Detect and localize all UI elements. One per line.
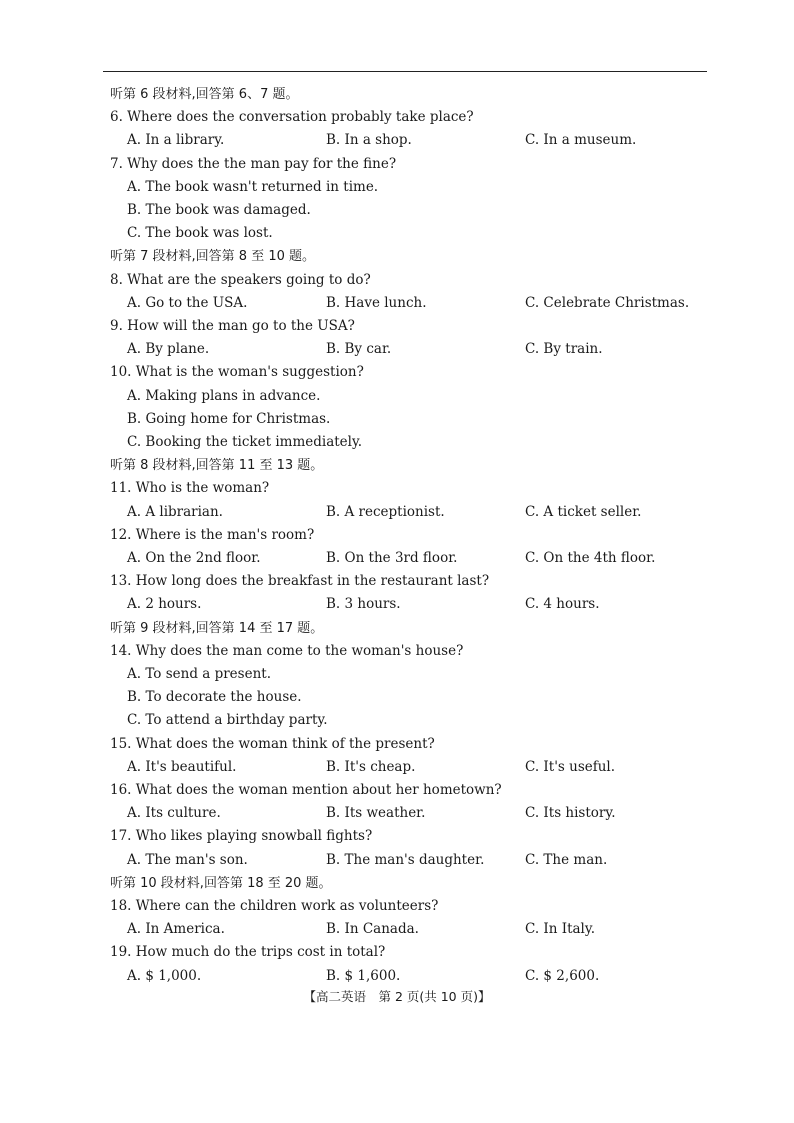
answer-option: A. 2 hours. <box>127 596 202 612</box>
answer-option: B. In a shop. <box>326 132 412 148</box>
answer-option: B. Going home for Christmas. <box>127 411 331 427</box>
answer-option: A. The book wasn't returned in time. <box>127 179 379 195</box>
question-text: 12. Where is the man's room? <box>110 527 315 543</box>
answer-option: A. In a library. <box>127 132 225 148</box>
answer-option: A. Making plans in advance. <box>127 388 321 404</box>
answer-option: C. 4 hours. <box>525 596 600 612</box>
answer-option: B. It's cheap. <box>326 759 416 775</box>
answer-option: B. On the 3rd floor. <box>326 550 458 566</box>
question-text: 11. Who is the woman? <box>110 480 270 496</box>
question-text: 14. Why does the man come to the woman's house? <box>110 643 464 659</box>
section-heading: 听第 6 段材料,回答第 6、7 题。 <box>110 87 299 102</box>
answer-option: A. Go to the USA. <box>127 295 248 311</box>
question-text: 10. What is the woman's suggestion? <box>110 364 364 380</box>
answer-option: C. By train. <box>525 341 603 357</box>
answer-option: C. To attend a birthday party. <box>127 712 328 728</box>
answer-option: B. A receptionist. <box>326 504 445 520</box>
question-text: 16. What does the woman mention about her hometown? <box>110 782 502 798</box>
section-heading: 听第 8 段材料,回答第 11 至 13 题。 <box>110 458 324 473</box>
answer-option: C. On the 4th floor. <box>525 550 656 566</box>
answer-option: B. The book was damaged. <box>127 202 311 218</box>
answer-option: B. 3 hours. <box>326 596 401 612</box>
answer-option: C. A ticket seller. <box>525 504 642 520</box>
question-text: 9. How will the man go to the USA? <box>110 318 355 334</box>
answer-option: C. $ 2,600. <box>525 968 600 984</box>
answer-option: A. In America. <box>127 921 225 937</box>
question-text: 6. Where does the conversation probably take place? <box>110 109 474 125</box>
section-heading: 听第 9 段材料,回答第 14 至 17 题。 <box>110 621 324 636</box>
answer-option: B. Its weather. <box>326 805 426 821</box>
section-heading: 听第 7 段材料,回答第 8 至 10 题。 <box>110 249 316 264</box>
answer-option: C. In a museum. <box>525 132 637 148</box>
question-text: 8. What are the speakers going to do? <box>110 272 371 288</box>
section-heading: 听第 10 段材料,回答第 18 至 20 题。 <box>110 876 332 891</box>
answer-option: C. The man. <box>525 852 608 868</box>
answer-option: B. By car. <box>326 341 392 357</box>
header-rule <box>103 71 707 72</box>
question-text: 18. Where can the children work as volunteers? <box>110 898 439 914</box>
page-footer: 【高二英语 第 2 页(共 10 页)】 <box>303 989 491 1004</box>
answer-option: B. In Canada. <box>326 921 419 937</box>
answer-option: C. Booking the ticket immediately. <box>127 434 363 450</box>
answer-option: A. On the 2nd floor. <box>127 550 261 566</box>
answer-option: B. Have lunch. <box>326 295 427 311</box>
answer-option: C. Its history. <box>525 805 616 821</box>
answer-option: B. To decorate the house. <box>127 689 302 705</box>
question-text: 15. What does the woman think of the present? <box>110 736 435 752</box>
answer-option: C. Celebrate Christmas. <box>525 295 690 311</box>
answer-option: A. The man's son. <box>127 852 248 868</box>
question-text: 13. How long does the breakfast in the restaurant last? <box>110 573 490 589</box>
answer-option: A. To send a present. <box>127 666 272 682</box>
answer-option: B. The man's daughter. <box>326 852 485 868</box>
question-text: 19. How much do the trips cost in total? <box>110 944 386 960</box>
answer-option: A. $ 1,000. <box>127 968 202 984</box>
question-text: 17. Who likes playing snowball fights? <box>110 828 373 844</box>
answer-option: A. By plane. <box>127 341 210 357</box>
answer-option: C. In Italy. <box>525 921 595 937</box>
answer-option: A. Its culture. <box>127 805 221 821</box>
question-text: 7. Why does the the man pay for the fine? <box>110 156 397 172</box>
answer-option: A. It's beautiful. <box>127 759 237 775</box>
answer-option: C. It's useful. <box>525 759 616 775</box>
answer-option: C. The book was lost. <box>127 225 273 241</box>
answer-option: A. A librarian. <box>127 504 223 520</box>
answer-option: B. $ 1,600. <box>326 968 401 984</box>
